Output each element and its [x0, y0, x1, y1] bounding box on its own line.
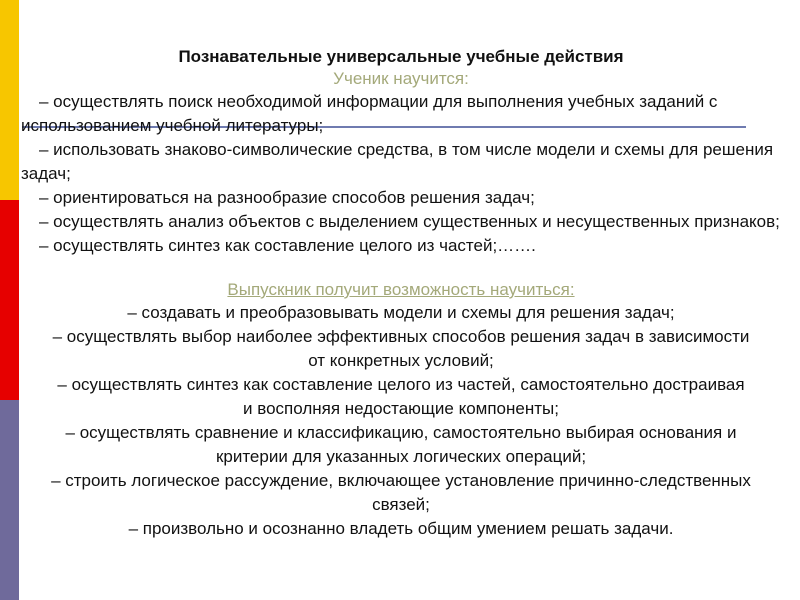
- decor-stripe-red: [0, 200, 19, 400]
- list-item: – осуществлять синтез как составление целого из частей;…….: [39, 236, 536, 255]
- list-item: – осуществлять синтез как составление целого из частей, самостоятельно достраивая и восполняя недостающие компоненты;: [57, 375, 745, 418]
- student-subtitle-text: Ученик научится:: [333, 69, 469, 88]
- list-item: – осуществлять поиск необходимой информации для выполнения учебных заданий с использованием учебной литературы;: [21, 92, 718, 135]
- list-item: – создавать и преобразовывать модели и схемы для решения задач;: [127, 303, 675, 322]
- graduate-outcomes-list: [51, 301, 751, 541]
- student-outcomes-list: [21, 90, 781, 258]
- decor-stripe-purple: [0, 400, 19, 600]
- list-item: – произвольно и осознанно владеть общим умением решать задачи.: [128, 519, 674, 538]
- list-item: – осуществлять выбор наиболее эффективных способов решения задач в зависимости от конкретных условий;: [52, 327, 750, 370]
- list-item: – ориентироваться на разнообразие способов решения задач;: [39, 188, 535, 207]
- list-item: – строить логическое рассуждение, включающее установление причинно-следственных связей;: [51, 471, 751, 514]
- list-item: – осуществлять анализ объектов с выделением существенных и несущественных признаков;: [39, 212, 780, 231]
- graduate-subtitle-text: Выпускник получит возможность научиться:: [227, 280, 575, 299]
- slide-content: [21, 46, 781, 541]
- decor-stripe-yellow: [0, 0, 19, 200]
- section-spacer: [21, 258, 781, 279]
- page-title: Познавательные универсальные учебные действия: [178, 47, 624, 66]
- list-item: – использовать знаково-символические средства, в том числе модели и схемы для решения задач;: [21, 140, 774, 183]
- graduate-subtitle: [21, 279, 781, 301]
- student-subtitle: [21, 68, 781, 90]
- list-item: – осуществлять сравнение и классификацию, самостоятельно выбирая основания и критерии для указанных логических операций;: [65, 423, 737, 466]
